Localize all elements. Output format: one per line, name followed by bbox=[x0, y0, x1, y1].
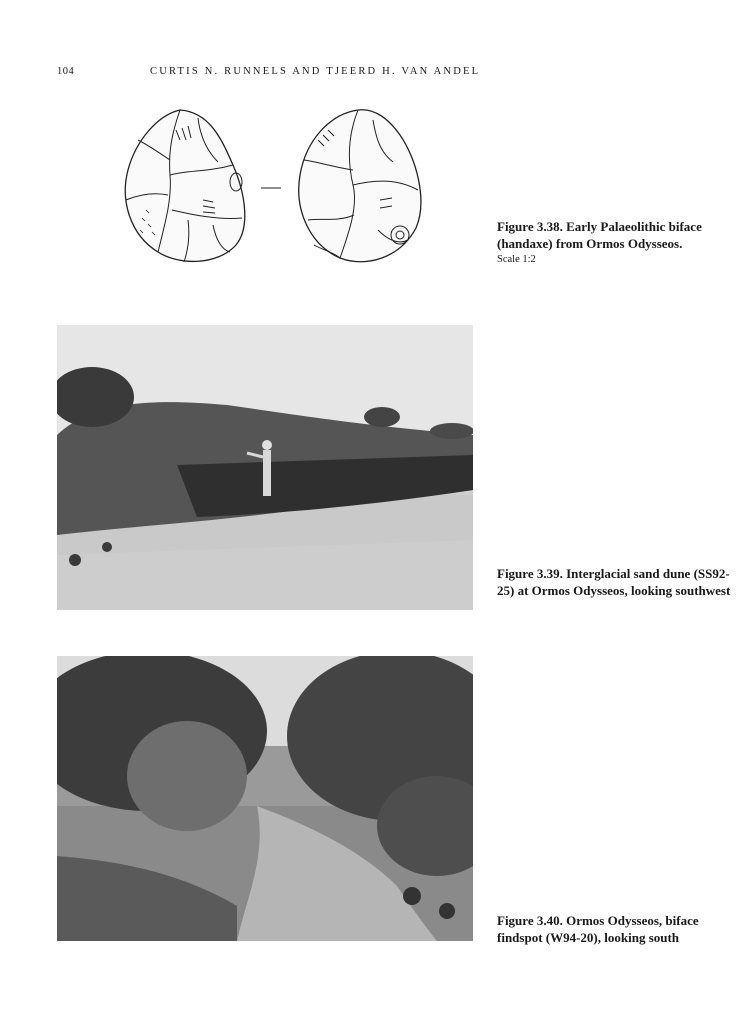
figure-sand-dune-photo bbox=[57, 325, 473, 610]
running-head-authors: CURTIS N. RUNNELS AND TJEERD H. VAN ANDEL bbox=[150, 66, 481, 77]
person bbox=[263, 450, 271, 496]
handaxe-face-left bbox=[125, 110, 244, 262]
figure-3-39-caption bbox=[497, 565, 732, 599]
figure-3-40-title: Figure 3.40. Ormos Odysseos, biface findspot (W94-20), looking south bbox=[497, 913, 699, 945]
figure-3-40-caption bbox=[497, 912, 732, 946]
figure-3-38-scale: Scale 1:2 bbox=[497, 254, 536, 265]
figure-3-38-title: Figure 3.38. Early Palaeolithic biface (handaxe) from Ormos Odysseos. bbox=[497, 219, 702, 251]
figure-findspot-photo bbox=[57, 656, 473, 941]
figure-3-39-title: Figure 3.39. Interglacial sand dune (SS92-25) at Ormos Odysseos, looking southwest bbox=[497, 566, 731, 598]
page-number: 104 bbox=[57, 66, 75, 77]
figure-handaxe-drawing bbox=[118, 100, 428, 268]
handaxe-face-right bbox=[299, 110, 421, 262]
figure-3-38-caption bbox=[497, 218, 732, 267]
